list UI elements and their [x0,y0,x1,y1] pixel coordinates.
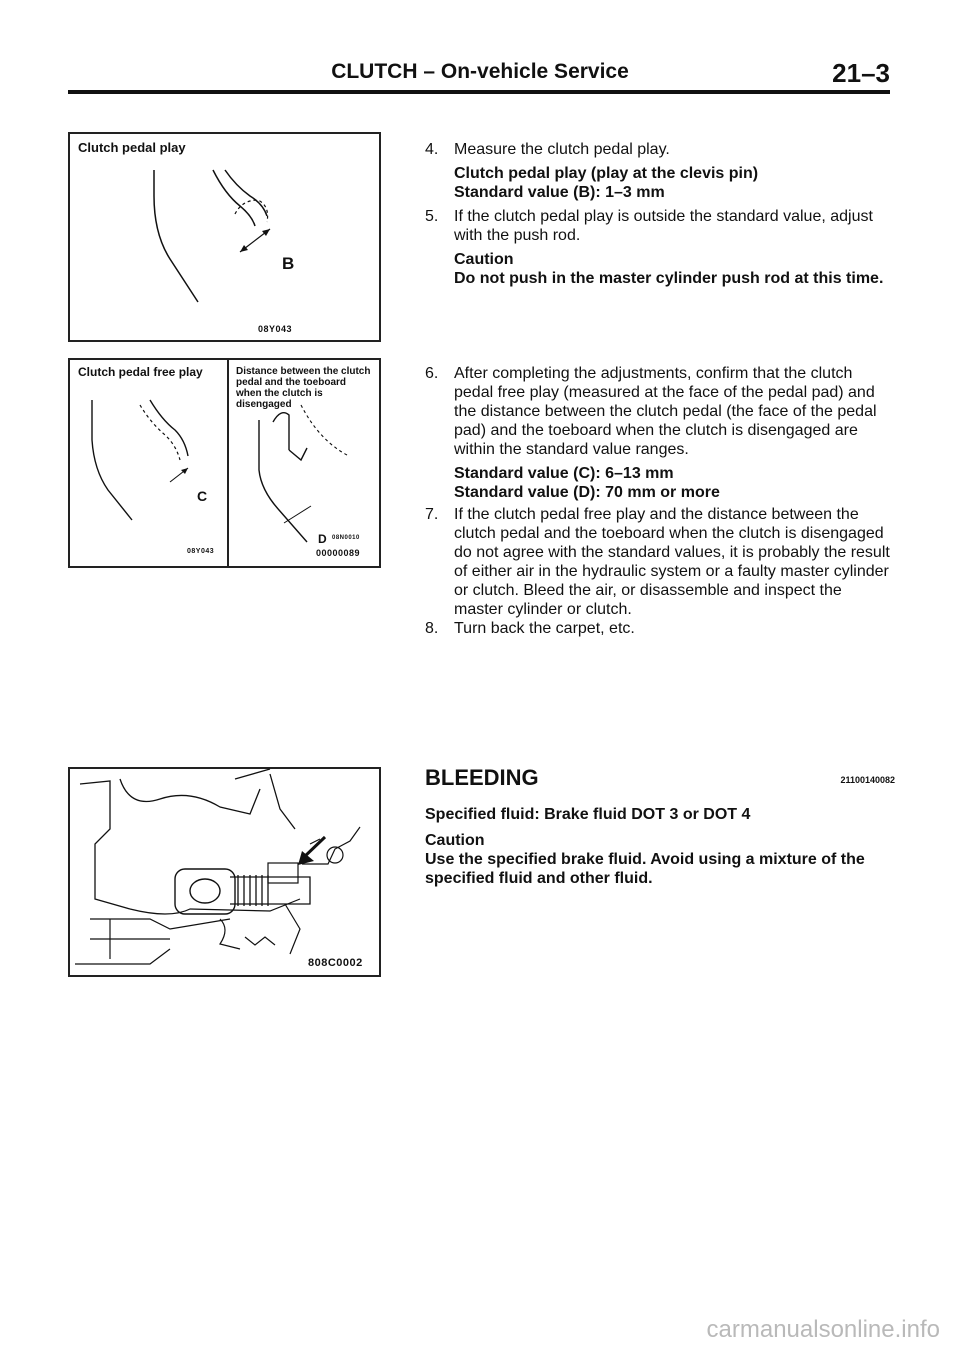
spec-value-c: Standard value (C): 6–13 mm [454,465,674,482]
right-figure-code-small: 08N0010 [332,535,360,541]
figure-code: 808C0002 [308,957,363,969]
spec-value-d: Standard value (D): 70 mm or more [454,484,720,501]
spec-line: Clutch pedal play (play at the clevis pin) [454,165,759,182]
spec-value: Standard value (B): 1–3 mm [454,184,665,201]
step-7 [425,505,895,619]
step-text: Measure the clutch pedal play. [454,141,670,158]
step-6 [425,364,895,502]
caution-text: Use the specified brake fluid. Avoid using a mixture of the specified fluid and other fluid. [425,851,865,887]
free-play-illustration [70,360,227,570]
step-number: 4. [425,141,439,158]
step-number: 7. [425,506,439,523]
section-code: 21100140082 [840,775,895,785]
step-text: If the clutch pedal play is outside the standard value, adjust with the push rod. [454,208,873,244]
dimension-label-d: D [318,532,327,546]
step-number: 5. [425,208,439,225]
step-5 [425,207,895,288]
watermark: carmanualsonline.info [706,1316,940,1343]
figure-free-play-and-distance [68,358,381,568]
step-text: After completing the adjustments, confirm that the clutch pedal free play (measured at the face of the pedal pad) and the distance between the clutch pedal (the face of the pedal pad) and the toeboard when the clutch is disengaged are within the standard value ranges. [454,365,877,458]
page-title: CLUTCH – On-vehicle Service [331,60,629,83]
caution-text: Do not push in the master cylinder push rod at this time. [454,270,884,287]
figure-clutch-pedal-play [68,132,381,342]
figure-caption: Clutch pedal play [78,140,186,155]
step-4 [425,140,895,202]
left-panel-caption: Clutch pedal free play [78,365,203,379]
caution-label: Caution [425,832,485,849]
figure-bleeder-location [68,767,381,977]
figure-code: 08Y043 [258,324,293,334]
step-text: If the clutch pedal free play and the distance between the clutch pedal and the toeboard when the clutch is disengaged do not agree with the standard values, it is probably the result of either air in the hydraulic system or a faulty master cylinder or clutch. Bleed the air, or disassemble and inspect the master cylinder or clutch. [454,506,890,618]
specified-fluid: Specified fluid: Brake fluid DOT 3 or DOT 4 [425,806,751,823]
page-number: 21–3 [832,58,890,88]
step-number: 6. [425,365,439,382]
header-rule [68,90,890,94]
section-heading-bleeding: BLEEDING [425,765,539,790]
step-8 [425,619,895,638]
caution-label: Caution [454,251,514,268]
left-figure-code: 08Y043 [187,548,215,555]
pedal-to-toeboard-illustration [229,360,386,570]
pedal-play-illustration [70,134,383,344]
step-number: 8. [425,620,439,637]
step-text: Turn back the carpet, etc. [454,620,635,637]
right-panel-caption: Distance between the clutch pedal and the toeboard when the clutch is disengaged [236,366,371,410]
right-figure-code: 00000089 [316,548,361,558]
engine-bay-illustration [70,769,383,979]
dimension-label-b: B [282,254,295,273]
dimension-label-c: C [197,488,208,504]
